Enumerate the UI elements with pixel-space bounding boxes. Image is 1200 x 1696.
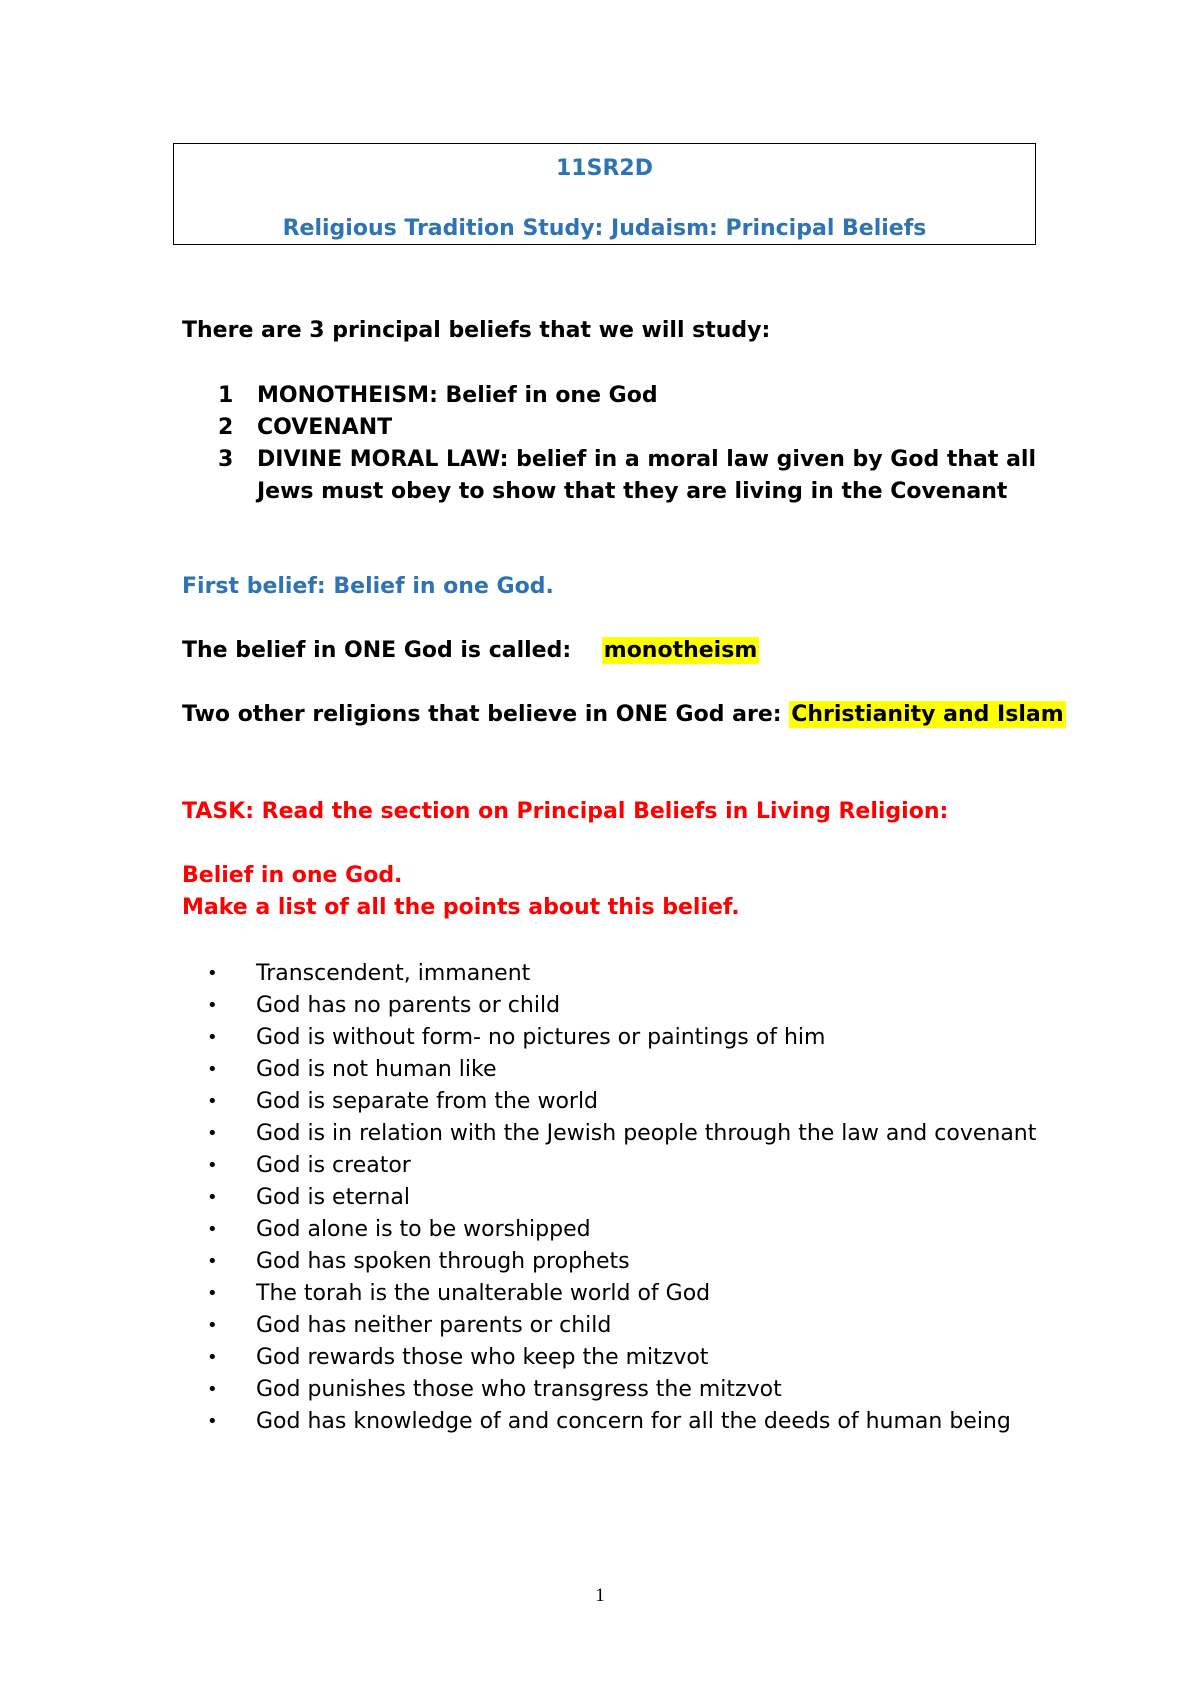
belief-point (207, 1406, 1036, 1438)
belief-point (207, 1214, 1036, 1246)
item-text: DIVINE MORAL LAW: belief in a moral law given by God that all Jews must obey to show that they are living in the Covenant (257, 447, 1037, 504)
highlighted-answer: Christianity and Islam (791, 702, 1064, 727)
point-text: God punishes those who transgress the mitzvot (256, 1377, 782, 1402)
point-text: God is separate from the world (256, 1089, 599, 1114)
bullet-icon: • (207, 1059, 218, 1080)
item-text: MONOTHEISM: Belief in one God (257, 383, 658, 408)
bullet-icon: • (207, 1123, 218, 1144)
bullet-icon: • (207, 1027, 218, 1048)
belief-point (207, 1118, 1036, 1150)
bullet-icon: • (207, 1155, 218, 1176)
point-text: God rewards those who keep the mitzvot (256, 1345, 709, 1370)
belief-point (207, 958, 1036, 990)
bullet-icon: • (207, 1219, 218, 1240)
question-other-religions (182, 702, 1066, 727)
header-box (173, 143, 1036, 245)
question-label: Two other religions that believe in ONE God are: (182, 702, 782, 727)
bullet-icon: • (207, 995, 218, 1016)
belief-points-list (207, 958, 1036, 1438)
bullet-icon: • (207, 1283, 218, 1304)
course-code: 11SR2D (556, 156, 653, 181)
point-text: God has knowledge of and concern for all the deeds of human being (256, 1409, 1011, 1434)
point-text: God is in relation with the Jewish people through the law and covenant (256, 1121, 1037, 1146)
point-text: God alone is to be worshipped (256, 1217, 591, 1242)
point-text: God has no parents or child (256, 993, 561, 1018)
belief-point (207, 1310, 1036, 1342)
item-number: 3 (218, 447, 234, 472)
intro-text: There are 3 principal beliefs that we will study: (182, 318, 771, 343)
first-belief-heading: First belief: Belief in one God. (182, 574, 554, 599)
belief-point (207, 1086, 1036, 1118)
bullet-icon: • (207, 1347, 218, 1368)
belief-point (207, 1054, 1036, 1086)
bullet-icon: • (207, 963, 218, 984)
belief-point (207, 1278, 1036, 1310)
point-text: God is not human like (256, 1057, 497, 1082)
bullet-icon: • (207, 1251, 218, 1272)
point-text: God is creator (256, 1153, 411, 1178)
point-text: Transcendent, immanent (256, 961, 531, 986)
bullet-icon: • (207, 1091, 218, 1112)
principal-belief-item (182, 444, 1042, 508)
bullet-icon: • (207, 1411, 218, 1432)
point-text: God has spoken through prophets (256, 1249, 630, 1274)
bullet-icon: • (207, 1187, 218, 1208)
belief-point (207, 1342, 1036, 1374)
belief-point (207, 1182, 1036, 1214)
bullet-icon: • (207, 1379, 218, 1400)
belief-point (207, 1374, 1036, 1406)
belief-point (207, 990, 1036, 1022)
item-number: 1 (218, 383, 234, 408)
belief-heading: Belief in one God. (182, 863, 403, 888)
point-text: God is eternal (256, 1185, 410, 1210)
item-text: COVENANT (257, 415, 393, 440)
list-instruction: Make a list of all the points about this belief. (182, 895, 740, 920)
document-title: Religious Tradition Study: Judaism: Principal Beliefs (282, 216, 927, 241)
principal-beliefs-list (182, 380, 1042, 508)
point-text: The torah is the unalterable world of God (256, 1281, 711, 1306)
belief-point (207, 1246, 1036, 1278)
highlighted-answer: monotheism (603, 638, 758, 663)
question-monotheism (182, 638, 759, 663)
point-text: God is without form- no pictures or paintings of him (256, 1025, 826, 1050)
point-text: God has neither parents or child (256, 1313, 612, 1338)
task-instruction: TASK: Read the section on Principal Beliefs in Living Religion: (182, 799, 949, 824)
question-label: The belief in ONE God is called: (182, 638, 572, 663)
belief-point (207, 1150, 1036, 1182)
item-number: 2 (218, 415, 234, 440)
principal-belief-item (182, 412, 1042, 444)
page-number: 1 (595, 1585, 605, 1606)
principal-belief-item (182, 380, 1042, 412)
bullet-icon: • (207, 1315, 218, 1336)
belief-point (207, 1022, 1036, 1054)
